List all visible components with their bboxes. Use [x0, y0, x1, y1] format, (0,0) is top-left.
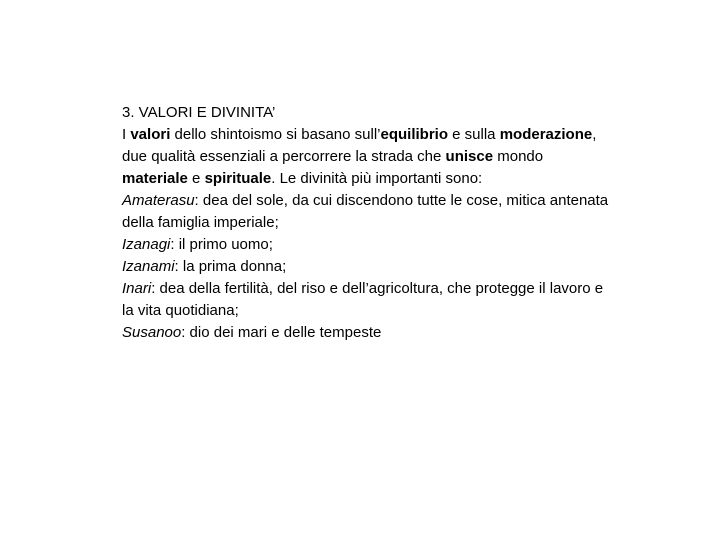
intro-text: I [122, 126, 131, 143]
deity-description: : il primo uomo; [170, 236, 273, 253]
text-block [122, 102, 612, 344]
intro-text: e sulla [448, 126, 500, 143]
deity-item [122, 256, 612, 278]
keyword-materiale: materiale [122, 170, 188, 187]
intro-text: , due qualità essenziali a percorrere la strada che [122, 126, 597, 165]
deity-description: : la prima donna; [174, 258, 287, 275]
deity-name: Amaterasu [122, 192, 195, 209]
keyword-equilibrio: equilibrio [380, 126, 448, 143]
keyword-spirituale: spirituale [204, 170, 272, 187]
deity-name: Izanami [122, 258, 175, 275]
deity-item [122, 234, 612, 256]
deity-name: Susanoo [122, 324, 182, 341]
intro-text: dello shintoismo si basano sull’ [170, 126, 381, 143]
intro-paragraph [122, 124, 612, 190]
keyword-moderazione: moderazione [499, 126, 593, 143]
section-heading: 3. VALORI E DIVINITA’ [122, 104, 276, 121]
deity-item [122, 322, 612, 344]
deity-name: Inari [122, 280, 152, 297]
deity-description: : dea del sole, da cui discendono tutte le cose, mitica antenata della famiglia imperiale; [122, 192, 609, 231]
deity-item [122, 278, 612, 322]
deity-description: : dea della fertilità, del riso e dell’agricoltura, che protegge il lavoro e la vita quotidiana; [122, 280, 604, 319]
deity-item [122, 190, 612, 234]
intro-text: mondo [493, 148, 544, 165]
deity-description: : dio dei mari e delle tempeste [181, 324, 382, 341]
intro-text: e [187, 170, 205, 187]
keyword-valori: valori [130, 126, 171, 143]
deity-name: Izanagi [122, 236, 171, 253]
intro-text: . Le divinità più importanti sono: [271, 170, 483, 187]
keyword-unisce: unisce [445, 148, 494, 165]
